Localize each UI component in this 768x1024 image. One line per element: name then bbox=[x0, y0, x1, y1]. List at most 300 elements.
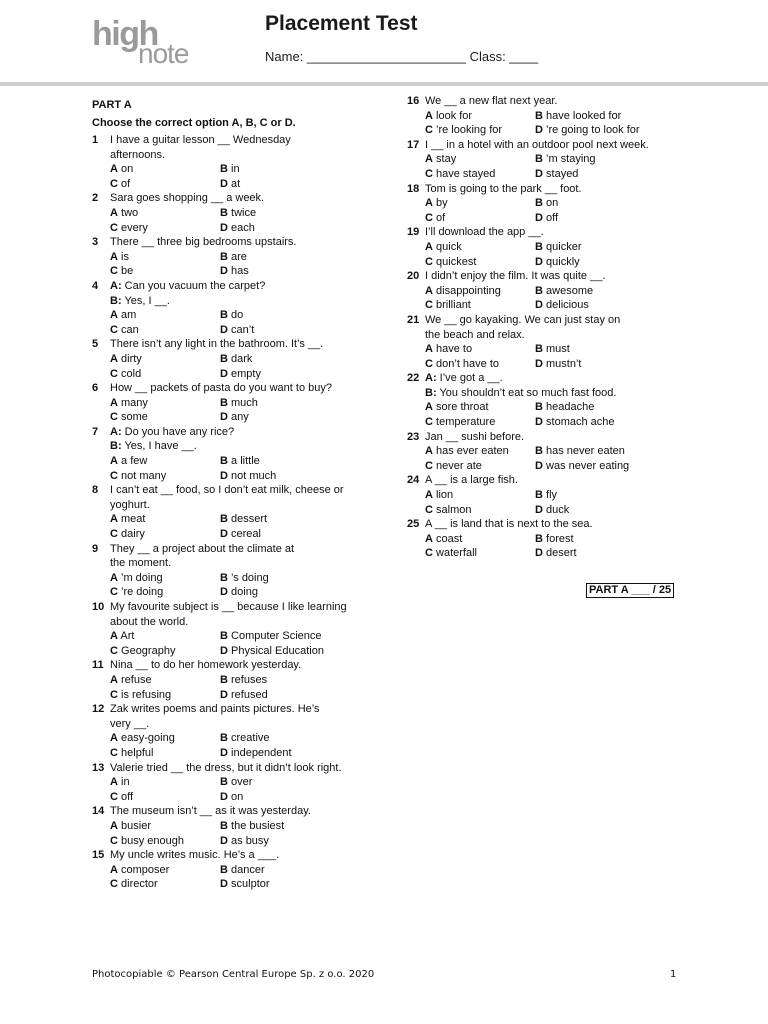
option-letter: B bbox=[535, 445, 543, 458]
option-letter: B bbox=[220, 571, 228, 584]
option-letter: D bbox=[535, 211, 543, 224]
option-text: busy enough bbox=[121, 834, 185, 847]
answer-option[interactable] bbox=[535, 546, 707, 561]
answer-option[interactable] bbox=[110, 673, 220, 688]
answer-option[interactable] bbox=[220, 308, 392, 323]
answer-option[interactable] bbox=[535, 123, 707, 138]
question-number: 22 bbox=[407, 372, 420, 385]
left-column bbox=[92, 97, 392, 892]
option-text: ’s doing bbox=[231, 571, 269, 584]
option-text: forest bbox=[546, 532, 574, 545]
option-letter: B bbox=[220, 673, 228, 686]
option-letter: C bbox=[110, 469, 118, 482]
answer-options bbox=[110, 206, 392, 235]
option-letter: A bbox=[110, 630, 118, 643]
answer-option[interactable] bbox=[110, 585, 220, 600]
answer-option[interactable] bbox=[110, 775, 220, 790]
option-text: independent bbox=[231, 746, 292, 759]
question-item bbox=[92, 337, 392, 381]
question-item bbox=[92, 600, 392, 658]
answer-options bbox=[425, 532, 707, 561]
question-text: the beach and relax. bbox=[425, 328, 525, 341]
option-letter: A bbox=[110, 673, 118, 686]
option-text: is refusing bbox=[121, 688, 172, 701]
answer-options bbox=[425, 400, 707, 429]
option-letter: D bbox=[535, 459, 543, 472]
option-text: ’m doing bbox=[121, 571, 163, 584]
option-letter: D bbox=[220, 688, 228, 701]
answer-option[interactable] bbox=[535, 211, 707, 226]
answer-option[interactable] bbox=[220, 585, 392, 600]
option-letter: C bbox=[110, 834, 118, 847]
answer-option[interactable] bbox=[110, 819, 220, 834]
option-letter: B bbox=[220, 630, 228, 643]
option-letter: D bbox=[535, 167, 543, 180]
option-text: ’re going to look for bbox=[546, 124, 640, 137]
answer-option[interactable] bbox=[425, 298, 535, 313]
option-text: quickest bbox=[436, 255, 477, 268]
answer-option[interactable] bbox=[220, 877, 392, 892]
question-number: 7 bbox=[92, 425, 99, 438]
option-letter: B bbox=[220, 352, 228, 365]
option-text: be bbox=[121, 265, 134, 278]
answer-option[interactable] bbox=[220, 571, 392, 586]
option-text: dessert bbox=[231, 513, 268, 526]
question-text bbox=[110, 425, 392, 440]
answer-option[interactable] bbox=[425, 342, 535, 357]
answer-option[interactable] bbox=[425, 503, 535, 518]
answer-options bbox=[110, 454, 392, 483]
option-letter: C bbox=[110, 586, 118, 599]
answer-option[interactable] bbox=[110, 410, 220, 425]
answer-option[interactable] bbox=[110, 790, 220, 805]
option-text: in bbox=[231, 163, 240, 176]
question-number: 23 bbox=[407, 430, 420, 443]
option-text: helpful bbox=[121, 746, 154, 759]
question-list-left bbox=[92, 133, 392, 892]
question-item bbox=[407, 269, 707, 313]
answer-option[interactable] bbox=[535, 255, 707, 270]
option-text: Computer Science bbox=[231, 630, 322, 643]
option-text: ’re looking for bbox=[436, 124, 503, 137]
answer-options bbox=[425, 240, 707, 269]
answer-option[interactable] bbox=[110, 352, 220, 367]
answer-option[interactable] bbox=[110, 206, 220, 221]
option-letter: C bbox=[425, 255, 433, 268]
question-number: 11 bbox=[92, 659, 104, 672]
option-letter: B bbox=[220, 863, 228, 876]
option-letter: C bbox=[425, 211, 433, 224]
speaker-label: B: bbox=[110, 440, 122, 453]
option-text: easy-going bbox=[121, 732, 175, 745]
option-letter: C bbox=[110, 688, 118, 701]
option-text: stayed bbox=[546, 167, 579, 180]
answer-options bbox=[425, 444, 707, 473]
answer-option[interactable] bbox=[110, 688, 220, 703]
answer-option[interactable] bbox=[425, 459, 535, 474]
question-number: 5 bbox=[92, 338, 99, 351]
option-text: must bbox=[546, 343, 570, 356]
option-text: Geography bbox=[121, 644, 176, 657]
option-letter: D bbox=[220, 367, 228, 380]
option-text: mustn’t bbox=[546, 357, 582, 370]
question-text: I __ in a hotel with an outdoor pool next week. bbox=[425, 138, 649, 151]
answer-option[interactable] bbox=[110, 746, 220, 761]
answer-option[interactable] bbox=[535, 503, 707, 518]
answer-option[interactable] bbox=[425, 123, 535, 138]
option-letter: B bbox=[535, 343, 543, 356]
option-letter: D bbox=[220, 746, 228, 759]
option-text: composer bbox=[121, 863, 170, 876]
answer-options bbox=[110, 863, 392, 892]
answer-options bbox=[425, 196, 707, 225]
answer-option[interactable] bbox=[110, 396, 220, 411]
answer-option[interactable] bbox=[220, 469, 392, 484]
answer-option[interactable] bbox=[110, 877, 220, 892]
question-number: 4 bbox=[92, 279, 99, 292]
question-item bbox=[407, 94, 707, 138]
answer-options bbox=[110, 250, 392, 279]
option-text: have stayed bbox=[436, 167, 496, 180]
answer-option[interactable] bbox=[220, 629, 392, 644]
option-text: can bbox=[121, 323, 139, 336]
answer-option[interactable] bbox=[220, 396, 392, 411]
answer-option[interactable] bbox=[425, 240, 535, 255]
option-letter: C bbox=[110, 411, 118, 424]
option-letter: D bbox=[535, 255, 543, 268]
answer-options bbox=[110, 308, 392, 337]
answer-option[interactable] bbox=[535, 342, 707, 357]
answer-option[interactable] bbox=[220, 454, 392, 469]
option-letter: A bbox=[110, 819, 118, 832]
answer-option[interactable] bbox=[535, 284, 707, 299]
question-item bbox=[407, 313, 707, 371]
question-text: Jan __ sushi before. bbox=[425, 430, 525, 443]
question-item bbox=[407, 225, 707, 269]
option-letter: B bbox=[535, 532, 543, 545]
option-text: dairy bbox=[121, 528, 145, 541]
answer-option[interactable] bbox=[425, 109, 535, 124]
option-text: duck bbox=[546, 503, 570, 516]
answer-option[interactable] bbox=[110, 323, 220, 338]
answer-option[interactable] bbox=[110, 512, 220, 527]
question-text: Sara goes shopping __ a week. bbox=[110, 192, 265, 205]
question-number: 15 bbox=[92, 849, 105, 862]
option-letter: D bbox=[535, 503, 543, 516]
option-letter: A bbox=[110, 163, 118, 176]
answer-option[interactable] bbox=[220, 512, 392, 527]
option-letter: B bbox=[535, 109, 543, 122]
option-text: ’m staying bbox=[546, 153, 596, 166]
answer-option[interactable] bbox=[535, 488, 707, 503]
option-letter: A bbox=[425, 284, 433, 297]
answer-option[interactable] bbox=[425, 532, 535, 547]
option-letter: B bbox=[220, 163, 228, 176]
answer-option[interactable] bbox=[535, 400, 707, 415]
score-box: PART A ___ / 25 bbox=[586, 583, 674, 598]
speaker-line: I’ve got a __. bbox=[439, 372, 503, 385]
option-letter: B bbox=[220, 776, 228, 789]
question-item bbox=[407, 473, 707, 517]
answer-option[interactable] bbox=[425, 211, 535, 226]
answer-option[interactable] bbox=[425, 415, 535, 430]
option-text: of bbox=[121, 177, 131, 190]
question-number: 14 bbox=[92, 805, 105, 818]
option-letter: D bbox=[220, 469, 228, 482]
answer-option[interactable] bbox=[220, 790, 392, 805]
answer-option[interactable] bbox=[110, 177, 220, 192]
question-text: My uncle writes music. He’s a ___. bbox=[110, 849, 280, 862]
option-text: has ever eaten bbox=[436, 445, 509, 458]
answer-option[interactable] bbox=[425, 444, 535, 459]
answer-option[interactable] bbox=[535, 109, 707, 124]
option-letter: A bbox=[425, 489, 433, 502]
answer-option[interactable] bbox=[220, 352, 392, 367]
option-text: delicious bbox=[546, 299, 589, 312]
answer-option[interactable] bbox=[425, 196, 535, 211]
answer-option[interactable] bbox=[110, 527, 220, 542]
question-item bbox=[92, 848, 392, 892]
answer-option[interactable] bbox=[535, 167, 707, 182]
answer-options bbox=[110, 162, 392, 191]
option-letter: B bbox=[535, 153, 543, 166]
answer-option[interactable] bbox=[110, 469, 220, 484]
answer-option[interactable] bbox=[425, 488, 535, 503]
high-note-logo bbox=[92, 14, 202, 69]
answer-option[interactable] bbox=[220, 264, 392, 279]
answer-option[interactable] bbox=[110, 264, 220, 279]
answer-option[interactable] bbox=[220, 323, 392, 338]
question-text: How __ packets of pasta do you want to buy? bbox=[110, 382, 332, 395]
option-text: never ate bbox=[436, 459, 482, 472]
answer-option[interactable] bbox=[110, 221, 220, 236]
option-letter: D bbox=[220, 586, 228, 599]
question-number: 17 bbox=[407, 138, 420, 151]
answer-option[interactable] bbox=[110, 250, 220, 265]
answer-option[interactable] bbox=[535, 152, 707, 167]
option-text: twice bbox=[231, 206, 257, 219]
question-number: 24 bbox=[407, 474, 420, 487]
option-letter: C bbox=[425, 124, 433, 137]
answer-option[interactable] bbox=[425, 546, 535, 561]
answer-option[interactable] bbox=[220, 775, 392, 790]
footer-copyright: Photocopiable © Pearson Central Europe Sp. z o.o. 2020 bbox=[92, 969, 375, 980]
option-text: salmon bbox=[436, 503, 472, 516]
answer-option[interactable] bbox=[220, 688, 392, 703]
question-item bbox=[92, 191, 392, 235]
option-text: desert bbox=[546, 547, 577, 560]
question-text: Zak writes poems and paints pictures. He’s bbox=[110, 703, 320, 716]
answer-option[interactable] bbox=[220, 410, 392, 425]
question-number: 8 bbox=[92, 484, 99, 497]
option-text: waterfall bbox=[436, 547, 477, 560]
answer-option[interactable] bbox=[110, 731, 220, 746]
option-letter: A bbox=[110, 776, 118, 789]
option-text: many bbox=[121, 396, 148, 409]
option-text: has bbox=[231, 265, 249, 278]
question-number: 3 bbox=[92, 236, 99, 249]
option-text: off bbox=[121, 790, 134, 803]
answer-option[interactable] bbox=[110, 863, 220, 878]
question-text: A __ is land that is next to the sea. bbox=[425, 518, 593, 531]
answer-option[interactable] bbox=[535, 459, 707, 474]
option-letter: A bbox=[425, 197, 433, 210]
answer-option[interactable] bbox=[110, 308, 220, 323]
answer-option[interactable] bbox=[535, 415, 707, 430]
option-text: are bbox=[231, 250, 247, 263]
answer-option[interactable] bbox=[110, 629, 220, 644]
question-item bbox=[92, 542, 392, 600]
answer-option[interactable] bbox=[220, 673, 392, 688]
speaker-label: A: bbox=[110, 279, 122, 292]
question-text: the moment. bbox=[110, 557, 172, 570]
question-text: We __ go kayaking. We can just stay on bbox=[425, 313, 621, 326]
answer-option[interactable] bbox=[535, 357, 707, 372]
question-number: 20 bbox=[407, 270, 420, 283]
question-text: My favourite subject is __ because I like learning bbox=[110, 601, 347, 613]
answer-option[interactable] bbox=[110, 834, 220, 849]
option-text: have looked for bbox=[546, 109, 622, 122]
answer-option[interactable] bbox=[425, 167, 535, 182]
question-text: about the world. bbox=[110, 615, 189, 628]
answer-option[interactable] bbox=[110, 162, 220, 177]
option-letter: D bbox=[220, 528, 228, 541]
answer-option[interactable] bbox=[220, 250, 392, 265]
answer-options bbox=[110, 819, 392, 848]
option-letter: D bbox=[535, 357, 543, 370]
question-item bbox=[92, 483, 392, 541]
speaker-label: B: bbox=[425, 386, 437, 399]
answer-options bbox=[425, 488, 707, 517]
logo-bottom-text: note bbox=[138, 38, 189, 69]
option-letter: D bbox=[535, 124, 543, 137]
option-text: each bbox=[231, 221, 255, 234]
option-text: cold bbox=[121, 367, 142, 380]
question-item bbox=[92, 658, 392, 702]
answer-option[interactable] bbox=[220, 863, 392, 878]
option-text: every bbox=[121, 221, 148, 234]
option-text: at bbox=[231, 177, 241, 190]
option-letter: D bbox=[220, 265, 228, 278]
option-text: busier bbox=[121, 819, 151, 832]
option-text: do bbox=[231, 309, 244, 322]
question-text: Valerie tried __ the dress, but it didn’t look right. bbox=[110, 761, 342, 774]
question-number: 13 bbox=[92, 761, 105, 774]
option-letter: B bbox=[220, 309, 228, 322]
answer-option[interactable] bbox=[220, 746, 392, 761]
option-text: look for bbox=[436, 109, 473, 122]
question-text bbox=[110, 279, 392, 294]
option-text: the busiest bbox=[231, 819, 285, 832]
option-letter: A bbox=[425, 532, 433, 545]
option-text: some bbox=[121, 411, 148, 424]
option-letter: C bbox=[110, 221, 118, 234]
option-letter: B bbox=[535, 284, 543, 297]
answer-option[interactable] bbox=[110, 454, 220, 469]
answer-options bbox=[110, 352, 392, 381]
header-divider bbox=[0, 82, 768, 86]
option-letter: B bbox=[220, 206, 228, 219]
answer-option[interactable] bbox=[425, 255, 535, 270]
answer-option[interactable] bbox=[220, 527, 392, 542]
answer-option[interactable] bbox=[220, 177, 392, 192]
answer-option[interactable] bbox=[425, 284, 535, 299]
option-letter: B bbox=[220, 513, 228, 526]
logo-top-text: high bbox=[92, 15, 158, 53]
option-text: coast bbox=[436, 532, 463, 545]
answer-option[interactable] bbox=[220, 819, 392, 834]
option-letter: D bbox=[220, 790, 228, 803]
answer-options bbox=[110, 629, 392, 658]
option-letter: B bbox=[220, 250, 228, 263]
question-item bbox=[407, 138, 707, 182]
answer-option[interactable] bbox=[425, 357, 535, 372]
answer-option[interactable] bbox=[425, 152, 535, 167]
option-text: refuses bbox=[231, 673, 268, 686]
answer-option[interactable] bbox=[535, 240, 707, 255]
option-text: has never eaten bbox=[546, 445, 625, 458]
option-text: refused bbox=[231, 688, 268, 701]
option-text: off bbox=[546, 211, 559, 224]
question-text: very __. bbox=[110, 717, 150, 730]
answer-option[interactable] bbox=[110, 644, 220, 659]
question-item bbox=[407, 430, 707, 474]
option-letter: D bbox=[220, 644, 228, 657]
answer-options bbox=[425, 152, 707, 181]
option-letter: A bbox=[110, 571, 118, 584]
answer-option[interactable] bbox=[220, 644, 392, 659]
speaker-line: Can you vacuum the carpet? bbox=[124, 279, 266, 292]
option-text: dancer bbox=[231, 863, 265, 876]
answer-option[interactable] bbox=[535, 444, 707, 459]
option-text: refuse bbox=[121, 673, 152, 686]
option-letter: A bbox=[425, 153, 433, 166]
question-text: I didn’t enjoy the film. It was quite __. bbox=[425, 270, 606, 283]
answer-options bbox=[110, 731, 392, 760]
question-text: A __ is a large fish. bbox=[425, 474, 518, 487]
question-item bbox=[92, 804, 392, 848]
option-text: meat bbox=[121, 513, 146, 526]
option-text: doing bbox=[231, 586, 258, 599]
option-letter: A bbox=[425, 445, 433, 458]
answer-option[interactable] bbox=[535, 532, 707, 547]
question-text: afternoons. bbox=[110, 148, 166, 161]
option-letter: C bbox=[110, 265, 118, 278]
question-item bbox=[92, 133, 392, 191]
answer-options bbox=[425, 109, 707, 138]
option-text: Physical Education bbox=[231, 644, 324, 657]
option-letter: C bbox=[110, 528, 118, 541]
option-letter: D bbox=[535, 547, 543, 560]
answer-option[interactable] bbox=[220, 834, 392, 849]
answer-option[interactable] bbox=[425, 400, 535, 415]
answer-option[interactable] bbox=[220, 731, 392, 746]
answer-option[interactable] bbox=[535, 298, 707, 313]
answer-option[interactable] bbox=[220, 162, 392, 177]
page-title: Placement Test bbox=[265, 12, 418, 35]
answer-option[interactable] bbox=[220, 221, 392, 236]
answer-option[interactable] bbox=[110, 367, 220, 382]
option-text: ’re doing bbox=[121, 586, 164, 599]
answer-option[interactable] bbox=[220, 367, 392, 382]
question-text: Nina __ to do her homework yesterday. bbox=[110, 659, 302, 672]
option-text: by bbox=[436, 197, 448, 210]
answer-option[interactable] bbox=[535, 196, 707, 211]
question-text bbox=[425, 371, 707, 386]
answer-option[interactable] bbox=[110, 571, 220, 586]
option-letter: B bbox=[535, 240, 543, 253]
answer-option[interactable] bbox=[220, 206, 392, 221]
